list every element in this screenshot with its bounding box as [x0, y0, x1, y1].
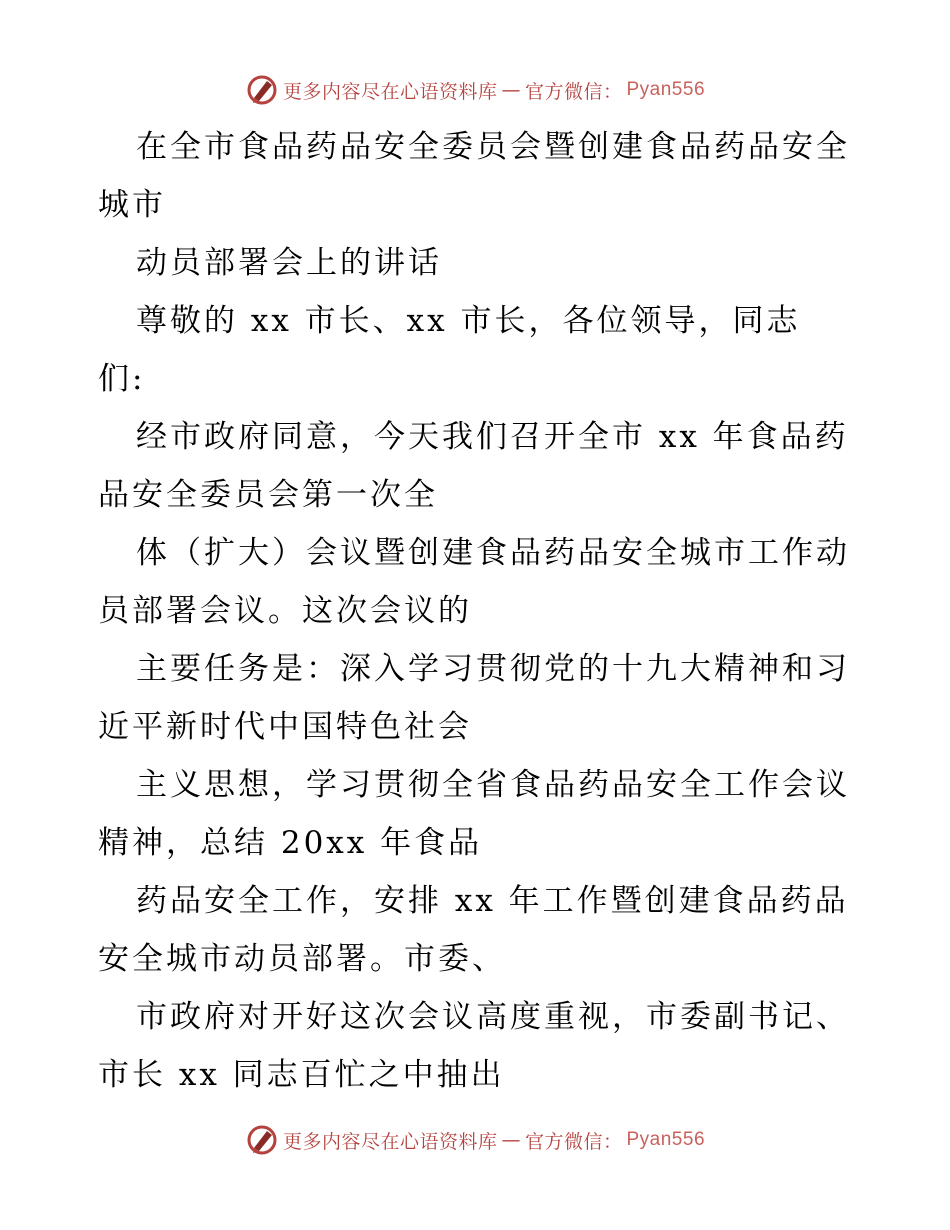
text-line: 城市	[98, 187, 166, 223]
text-line: 体（扩大）会议暨创建食品药品安全城市工作动	[136, 535, 850, 571]
watermark-separator: —	[501, 1129, 521, 1151]
text-line: 主要任务是：深入学习贯彻党的十九大精神和习	[136, 651, 850, 687]
text-line: 品安全委员会第一次全	[98, 477, 438, 513]
document-body	[98, 118, 858, 1104]
text-line: 经市政府同意，今天我们召开全市 xx 年食品药	[136, 419, 849, 455]
text-line: 安全城市动员部署。市委、	[98, 941, 506, 977]
pen-circle-icon	[245, 73, 279, 107]
watermark-text: 更多内容尽在心语资料库	[282, 1130, 498, 1153]
footer-watermark	[0, 1120, 950, 1160]
text-line: 近平新时代中国特色社会	[98, 709, 472, 745]
watermark-handle: Pyan556	[626, 79, 706, 100]
watermark-label: 官方微信：	[524, 80, 623, 103]
header-watermark	[0, 70, 950, 110]
text-line: 市长 xx 同志百忙之中抽出	[98, 1057, 505, 1093]
watermark-label: 官方微信：	[524, 1130, 623, 1153]
pen-circle-icon	[245, 1123, 279, 1157]
text-line: 药品安全工作，安排 xx 年工作暨创建食品药品	[136, 883, 849, 919]
text-line: 精神，总结 20xx 年食品	[98, 825, 483, 861]
text-line: 主义思想，学习贯彻全省食品药品安全工作会议	[136, 767, 850, 803]
watermark-text: 更多内容尽在心语资料库	[282, 80, 498, 103]
text-line: 市政府对开好这次会议高度重视，市委副书记、	[136, 999, 850, 1035]
text-line: 员部署会议。这次会议的	[98, 593, 472, 629]
watermark-separator: —	[501, 79, 521, 101]
text-line: 们:	[98, 361, 146, 397]
text-line: 尊敬的 xx 市长、xx 市长，各位领导，同志	[136, 303, 801, 339]
text-line: 动员部署会上的讲话	[136, 245, 442, 281]
text-line: 在全市食品药品安全委员会暨创建食品药品安全	[136, 129, 850, 165]
watermark-handle: Pyan556	[626, 1129, 706, 1150]
